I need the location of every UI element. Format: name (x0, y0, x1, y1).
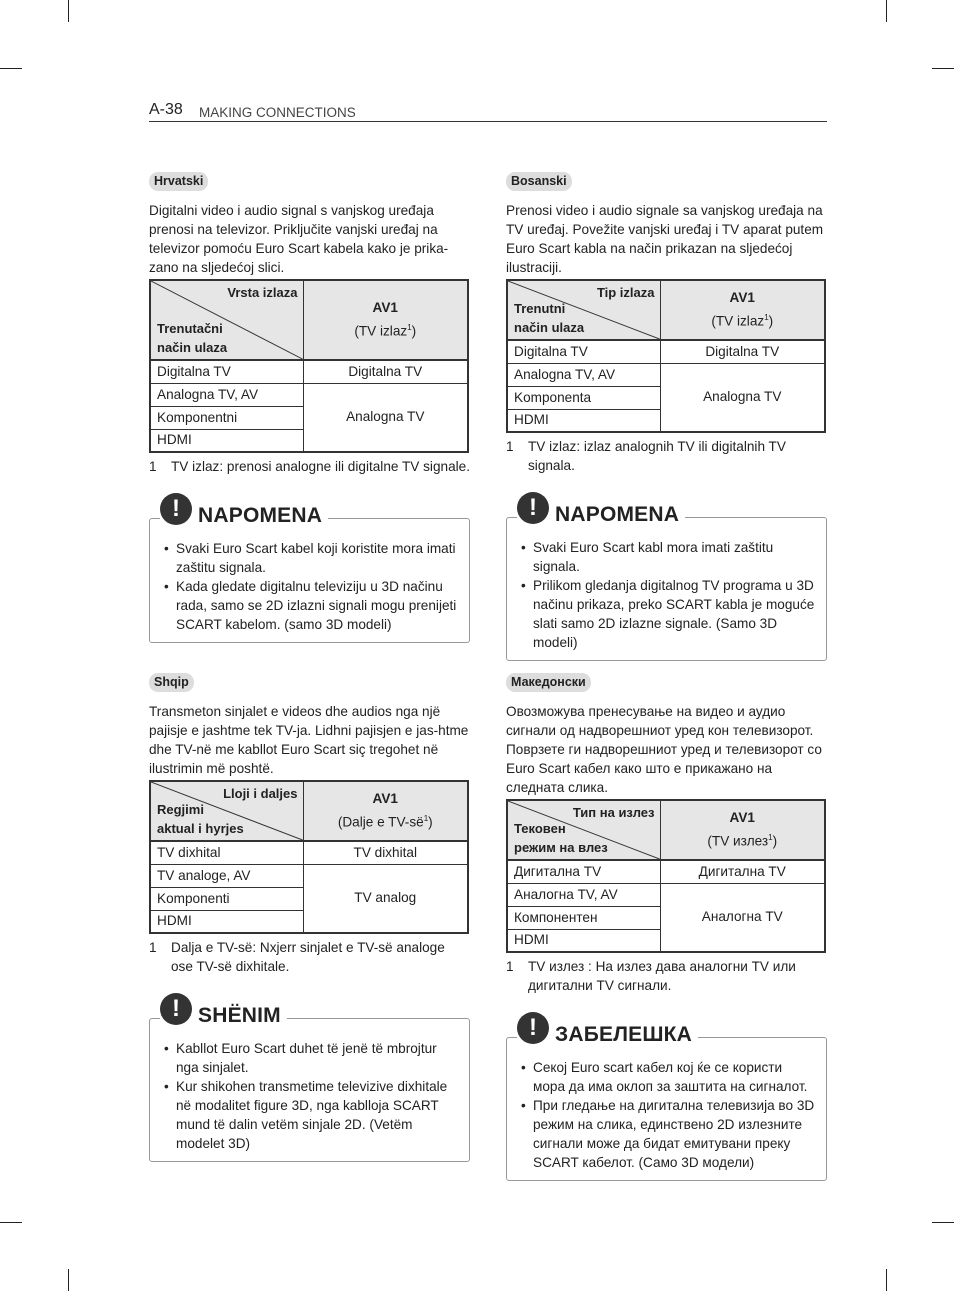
value-cell: Analogna TV (660, 363, 825, 432)
section-hrvatski (149, 171, 470, 643)
connection-table (506, 279, 826, 433)
crop-mark (932, 68, 954, 69)
exclamation-icon: ! (160, 993, 192, 1025)
note-item: • Секој Euro scart кабел кој ќе се користи мора да има оклоп за заштита на сигналот. (521, 1058, 816, 1096)
av1-header-cell: AV1 (TV izlaz$^1$) (660, 280, 825, 340)
footnote: 1 TV izlaz: prenosi analogne ili digitalne TV signale. (149, 459, 470, 474)
note-item: • Svaki Euro Scart kabl mora imati zaštitu signala. (521, 538, 816, 576)
table-row: HDMI (507, 929, 660, 952)
crop-mark (0, 68, 22, 69)
input-mode-label: Trenutačni način ulaza (157, 321, 228, 355)
table-row: Дигитална TV (507, 860, 660, 883)
section-title: MAKING CONNECTIONS (199, 105, 356, 120)
intro-text: Prenosi video i audio signale sa vanjskog uređaja na TV uređaj. Povežite vanjski uređaj i TV aparat putem Euro Scart kabla na način prikazan na sljedećoj ilustraciji. (506, 203, 824, 275)
language-badge: Hrvatski (149, 172, 208, 191)
note-item: • Kabllot Euro Scart duhet të jenë të mbrojtur nga sinjalet. (164, 1039, 459, 1077)
language-badge: Македонски (506, 673, 591, 692)
av1-header-cell: AV1 (TV izlaz$^1$) (303, 280, 468, 360)
table-row: Analogna TV, AV (507, 363, 660, 386)
table-row: Компонентен (507, 906, 660, 929)
note-box (506, 494, 827, 661)
note-item: • При гледање на дигитална телевизија во 3D режим на слика, единствено 2D излезните сигнали може да бидат емитувани преку SCART кабелот. (Само 3D модели) (521, 1096, 816, 1172)
exclamation-icon: ! (517, 1012, 549, 1044)
note-item: • Kur shikohen transmetime televizive dixhitale në modalitet figure 3D, nga kablloja SCART mund të dalin vetëm sinjale 2D. (Vetëm modelet 3D) (164, 1077, 459, 1153)
exclamation-icon: ! (160, 493, 192, 525)
value-cell: Дигитална TV (660, 860, 825, 883)
section-bosanski (506, 171, 827, 661)
table-row: HDMI (150, 429, 303, 452)
intro-text: Transmeton sinjalet e videos dhe audios nga një pajisje e jashtme tek TV-ja. Lidhni pajisjen e jas-htme dhe TV-në me kabllot Euro Scart siç tregohet në ilustrimin më poshtë. (149, 704, 469, 776)
connection-table (149, 780, 469, 934)
value-cell: Аналогна TV (660, 883, 825, 952)
output-type-label: Tip izlaza (596, 285, 655, 300)
crop-mark (68, 0, 69, 22)
note-item: • Kada gledate digitalnu televiziju u 3D načinu rada, samo se 2D izlazni signali mogu prenijeti SCART kabelom. (samo 3D modeli) (164, 577, 459, 634)
table-row: Analogna TV, AV (150, 383, 303, 406)
output-type-label: Тип на излез (572, 805, 655, 820)
table-row: Digitalna TV (150, 360, 303, 383)
crop-mark (886, 1269, 887, 1291)
intro-text: Овозможува пренесување на видео и аудио сигнали од надворешниот уред кон телевизорот. Поврзете ги надворешниот уред и телевизорот со Euro Scart кабел како што е прикажано на следната слика. (506, 704, 822, 795)
input-mode-label: Trenutni način ulaza (514, 301, 585, 335)
input-mode-label: Тековен режим на влез (514, 821, 608, 855)
diagonal-header-cell (507, 280, 660, 340)
diagonal-header-cell (507, 800, 660, 860)
page-header (149, 100, 827, 122)
page-number: A-38 (149, 101, 183, 118)
section-makedonski (506, 672, 827, 1181)
note-item: • Prilikom gledanja digitalnog TV programa u 3D načinu prikaza, preko SCART kabla je moguće slati samo 2D izlazne signale. (Samo 3D modeli) (521, 576, 816, 652)
crop-mark (0, 1222, 22, 1223)
value-cell: TV dixhital (303, 841, 468, 864)
output-type-label: Lloji i daljes (223, 786, 298, 801)
value-cell: Analogna TV (303, 383, 468, 452)
output-type-label: Vrsta izlaza (227, 285, 298, 300)
footnote: 1 Dalja e TV-së: Nxjerr sinjalet e TV-së analoge ose TV-së dixhitale. (149, 940, 445, 974)
value-cell: Digitalna TV (303, 360, 468, 383)
table-row: TV analoge, AV (150, 864, 303, 887)
note-box (149, 495, 470, 643)
note-title: NAPOMENA (555, 502, 680, 526)
table-row: HDMI (507, 409, 660, 432)
connection-table (149, 279, 469, 453)
input-mode-label: Regjimi aktual i hyrjes (157, 802, 244, 836)
table-row: HDMI (150, 910, 303, 933)
section-shqip (149, 672, 470, 1162)
table-row: Digitalna TV (507, 340, 660, 363)
diagonal-header-cell (150, 280, 303, 360)
language-badge: Bosanski (506, 172, 572, 191)
note-title: NAPOMENA (198, 503, 323, 527)
note-box (149, 995, 470, 1162)
exclamation-icon: ! (517, 492, 549, 524)
connection-table (506, 799, 826, 953)
av1-header-cell: AV1 (TV излез$^1$) (660, 800, 825, 860)
table-row: Komponenta (507, 386, 660, 409)
table-row: Komponenti (150, 887, 303, 910)
table-row: Komponentni (150, 406, 303, 429)
footnote: 1 TV излез : На излез дава аналогни TV или дигитални TV сигнали. (506, 959, 796, 993)
intro-text: Digitalni video i audio signal s vanjskog uređaja prenosi na televizor. Priključite vanjski uređaj na televizor pomoću Euro Scart kabela kako je prika-zano na sljedećoj slici. (149, 203, 449, 275)
diagonal-header-cell (150, 781, 303, 841)
footnote: 1 TV izlaz: izlaz analognih TV ili digitalnih TV signala. (506, 439, 786, 473)
note-title: ЗАБЕЛЕШКА (555, 1022, 693, 1046)
table-row: Аналогна TV, AV (507, 883, 660, 906)
av1-header-cell: AV1 (Dalje e $TV-së^1$) (303, 781, 468, 841)
note-box (506, 1014, 827, 1181)
crop-mark (932, 1222, 954, 1223)
value-cell: Digitalna TV (660, 340, 825, 363)
language-badge: Shqip (149, 673, 194, 692)
crop-mark (68, 1269, 69, 1291)
table-row: TV dixhital (150, 841, 303, 864)
note-item: • Svaki Euro Scart kabel koji koristite mora imati zaštitu signala. (164, 539, 459, 577)
note-title: SHËNIM (198, 1003, 281, 1027)
crop-mark (886, 0, 887, 22)
value-cell: TV analog (303, 864, 468, 933)
